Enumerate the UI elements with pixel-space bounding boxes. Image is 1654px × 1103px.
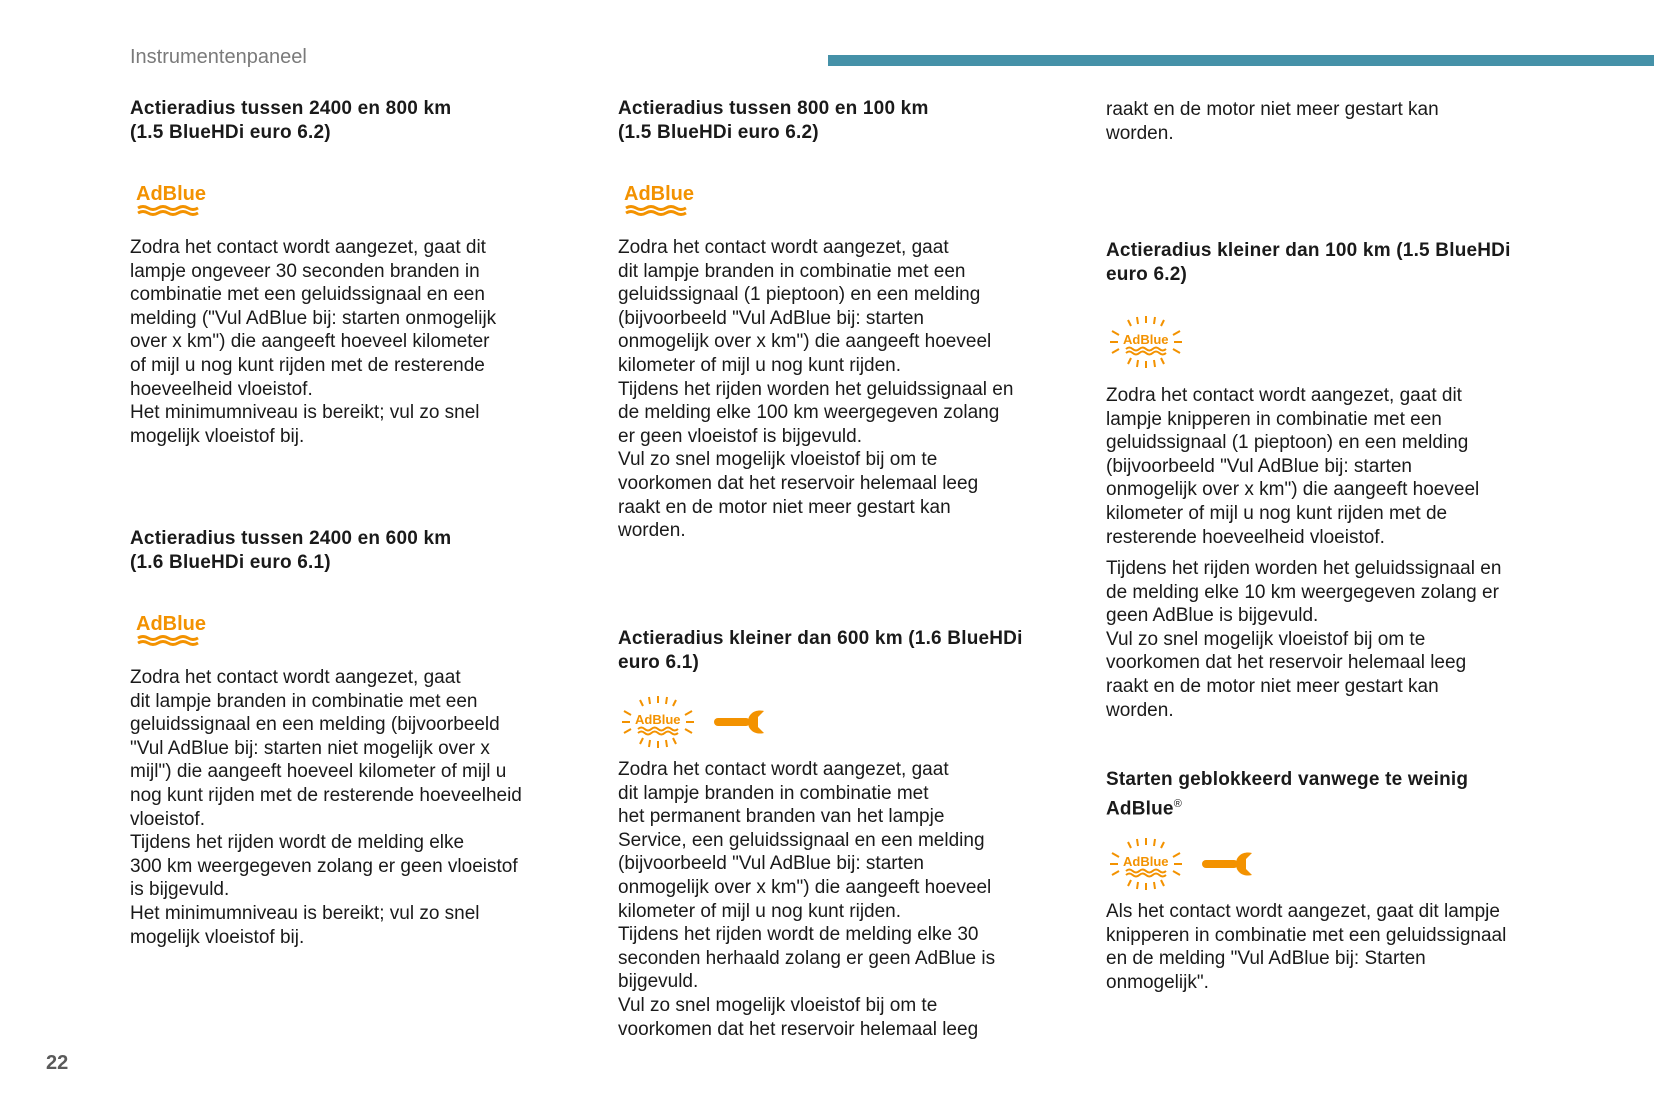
svg-text:AdBlue: AdBlue — [136, 183, 206, 205]
adblue-lamp — [130, 178, 590, 223]
section-text — [130, 236, 590, 448]
body-text: Zodra het contact wordt aangezet, gaat dit lampje branden in combinatie met een geluidssignaal (1 pieptoon) en een melding (bijvoorbeeld "Vul AdBlue bij: starten onmogelijk over x km") die aangeeft hoeveel kilometer of mijl u nog kunt rijden. Tijdens het rijden worden het geluidssignaal en de melding elke 100 km weergegeven zolang er geen vloeistof is bijgevuld. Vul zo snel mogelijk vloeistof bij om te voorkomen dat het reservoir helemaal leeg raakt en de motor niet meer gestart kan worden. — [618, 237, 1014, 542]
body-text: Tijdens het rijden worden het geluidssignaal en de melding elke 10 km weergegeven zolang er geen AdBlue is bijgevuld. Vul zo snel mogelijk vloeistof bij om te voorkomen dat het reservoir helemaal leeg raakt en de motor niet meer gestart kan worden. — [1106, 558, 1502, 721]
section-2400-800 — [130, 97, 590, 145]
section-start-blocked — [1106, 768, 1566, 821]
svg-text:AdBlue: AdBlue — [624, 183, 694, 205]
page-number: 22 — [46, 1052, 69, 1074]
section-heading: Actieradius tussen 800 en 100 km (1.5 BlueHDi euro 6.2) — [618, 98, 929, 143]
section-heading: Actieradius kleiner dan 100 km (1.5 BlueHDi euro 6.2) — [1106, 240, 1511, 285]
section-text — [1106, 900, 1566, 994]
adblue-icon — [130, 178, 210, 218]
section-heading: Starten geblokkeerd vanwege te weinig AdBlue® — [1106, 769, 1469, 820]
section-below-600 — [618, 627, 1078, 675]
svg-text:AdBlue: AdBlue — [1123, 854, 1169, 869]
adblue-flashing-icon — [618, 694, 698, 750]
header-accent-bar — [828, 55, 1654, 66]
continued-text — [1106, 98, 1566, 145]
section-below-100 — [1106, 239, 1566, 287]
body-text: Zodra het contact wordt aangezet, gaat dit lampje branden in combinatie met het permanent branden van het lampje Service, een geluidssignaal en een melding (bijvoorbeeld "Vul AdBlue bij: starten onmogelijk over x km") die aangeeft hoeveel kilometer of mijl u nog kunt rijden. Tijdens het rijden wordt de melding elke 30 seconden herhaald zolang er geen AdBlue is bijgevuld. Vul zo snel mogelijk vloeistof bij om te voorkomen dat het reservoir helemaal leeg — [618, 759, 996, 1040]
section-heading: Actieradius tussen 2400 en 800 km (1.5 BlueHDi euro 6.2) — [130, 98, 452, 143]
adblue-icon — [618, 178, 698, 218]
body-text: Zodra het contact wordt aangezet, gaat dit lampje knipperen in combinatie met een geluidssignaal (1 pieptoon) en een melding (bijvoorbeeld "Vul AdBlue bij: starten onmogelijk over x km") die aangeeft hoeveel kilometer of mijl u nog kunt rijden met de resterende hoeveelheid vloeistof. — [1106, 385, 1480, 548]
body-text: raakt en de motor niet meer gestart kan worden. — [1106, 99, 1439, 144]
section-text — [618, 758, 1078, 1041]
svg-text:AdBlue: AdBlue — [1123, 332, 1169, 347]
body-text: Als het contact wordt aangezet, gaat dit lampje knipperen in combinatie met een geluidssignaal en de melding "Vul AdBlue bij: Starten onmogelijk". — [1106, 901, 1507, 993]
adblue-lamp — [130, 608, 590, 653]
wrench-icon — [712, 707, 772, 737]
adblue-icon — [130, 608, 210, 648]
section-2400-600 — [130, 527, 590, 575]
section-text — [1106, 384, 1566, 549]
svg-text:AdBlue: AdBlue — [635, 712, 681, 727]
body-text: Zodra het contact wordt aangezet, gaat dit lampje branden in combinatie met een geluidssignaal en een melding (bijvoorbeeld "Vul AdBlue bij: starten niet mogelijk over x mijl") die aangeeft hoeveel kilometer of mijl u nog kunt rijden met de resterende hoeveelheid vloeistof. Tijdens het rijden wordt de melding elke 300 km weergegeven zolang er geen vloeistof is bijgevuld. Het minimumniveau is bereikt; vul zo snel mogelijk vloeistof bij. — [130, 667, 522, 948]
section-800-100 — [618, 97, 1078, 145]
adblue-lamp-flashing — [1106, 314, 1566, 375]
wrench-icon — [1200, 849, 1260, 879]
adblue-and-service-lamps — [618, 694, 1078, 750]
section-text — [618, 236, 1078, 543]
section-text — [1106, 557, 1566, 722]
adblue-and-service-lamps — [1106, 836, 1566, 892]
section-title: Instrumentenpaneel — [130, 46, 307, 68]
section-text — [130, 666, 590, 949]
svg-text:AdBlue: AdBlue — [136, 613, 206, 635]
section-heading: Actieradius tussen 2400 en 600 km (1.6 BlueHDi euro 6.1) — [130, 528, 452, 573]
adblue-flashing-icon — [1106, 314, 1186, 370]
body-text: Zodra het contact wordt aangezet, gaat dit lampje ongeveer 30 seconden branden in combinatie met een geluidssignaal en een melding ("Vul AdBlue bij: starten onmogelijk over x km") die aangeeft hoeveel kilometer of mijl u nog kunt rijden met de resterende hoeveelheid vloeistof. Het minimumniveau is bereikt; vul zo snel mogelijk vloeistof bij. — [130, 237, 497, 447]
adblue-flashing-icon — [1106, 836, 1186, 892]
adblue-lamp — [618, 178, 1078, 223]
section-heading: Actieradius kleiner dan 600 km (1.6 BlueHDi euro 6.1) — [618, 628, 1023, 673]
